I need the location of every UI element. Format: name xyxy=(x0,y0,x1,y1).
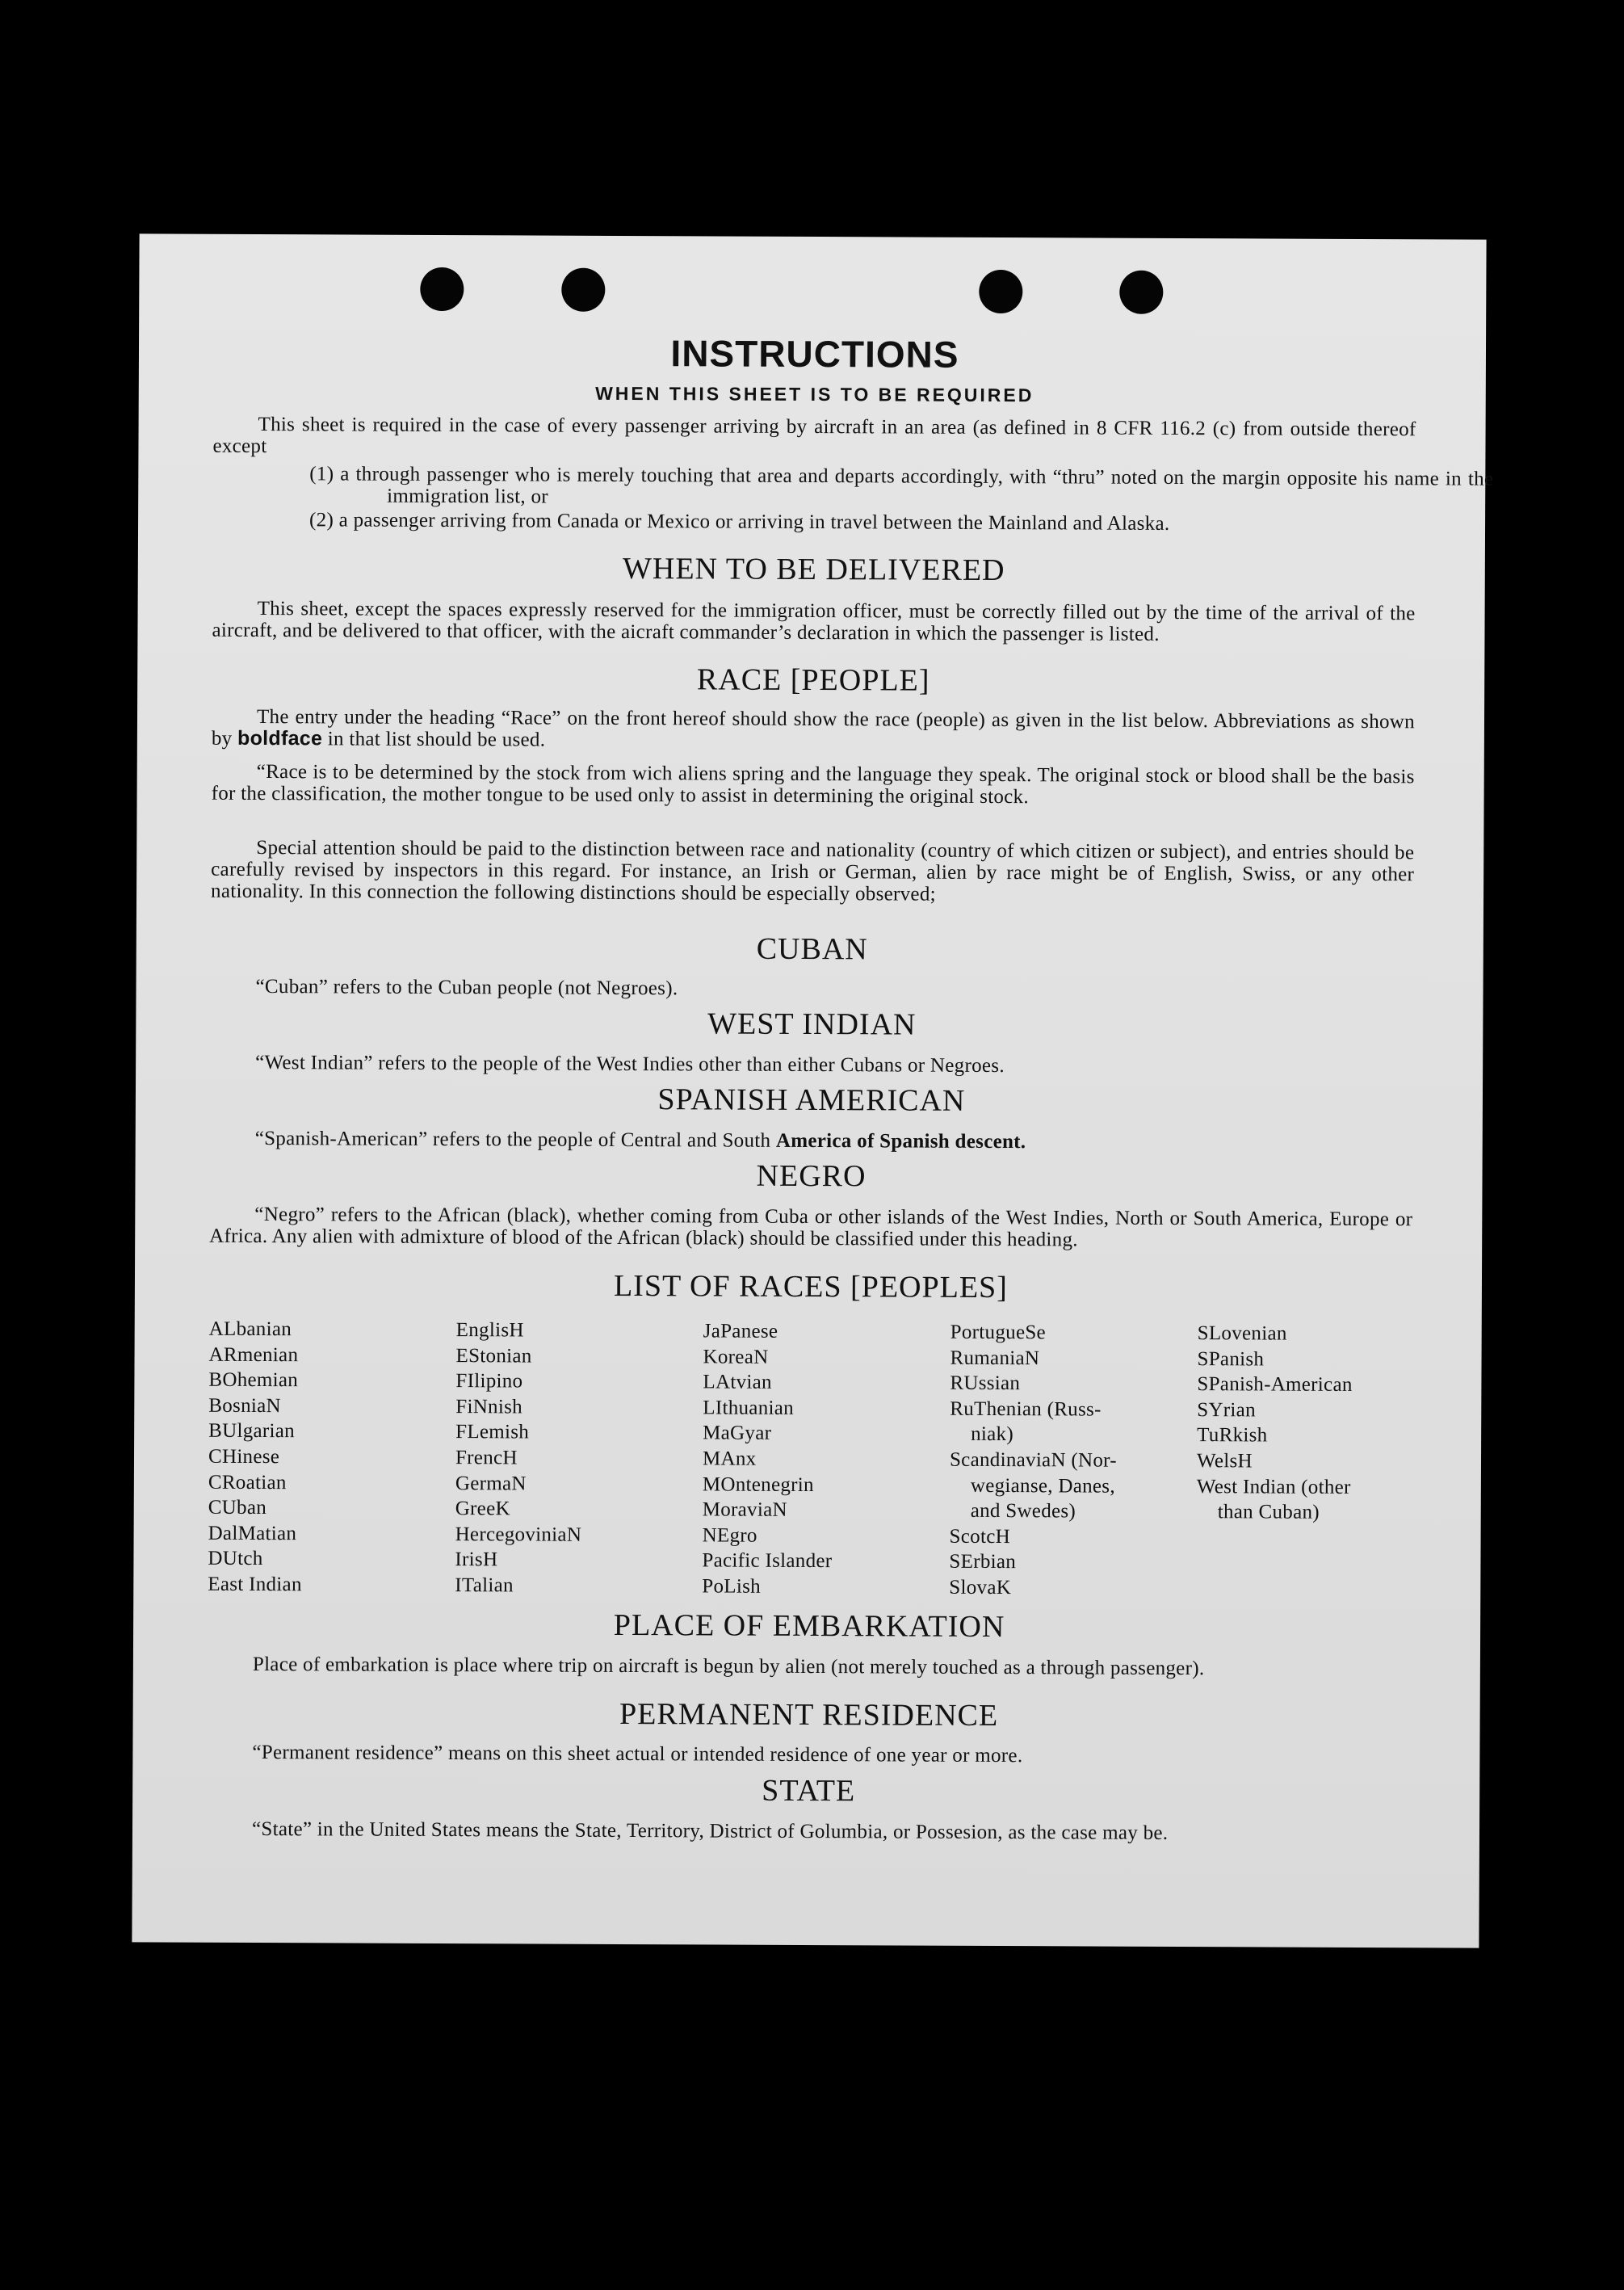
race-item: SErbian xyxy=(949,1551,1017,1574)
west-indian-paragraph: “West Indian” refers to the people of the West Indies other than either Cubans or Negroes. xyxy=(255,1052,1005,1078)
race-paragraph-2: “Race is to be determined by the stock from wich aliens spring and the language they speak. The original stock or blood shall be the basis for the classification, the mother tongue to be used only to assist in determining the original stock. xyxy=(211,761,1415,809)
heading-race: RACE [PEOPLE] xyxy=(696,662,930,698)
race-item: and Swedes) xyxy=(970,1500,1076,1523)
races-column-2 xyxy=(455,1317,582,1599)
delivered-paragraph: This sheet, except the spaces expressly reserved for the immigration officer, must be correctly filled out by the time of the arrival of the aircraft, and be delivered to that officer, with the aicraft commander’s declaration in which the passenger is listed. xyxy=(212,598,1416,645)
heading-embarkation: PLACE OF EMBARKATION xyxy=(613,1607,1005,1645)
spanish-american-paragraph: “Spanish-American” refers to the people of Central and South America of Spanish descent. xyxy=(254,1128,1026,1153)
race-item: HercegoviniaN xyxy=(455,1523,582,1546)
race-item: NEgro xyxy=(702,1524,757,1547)
document-page xyxy=(132,233,1494,1948)
race-item: GermaN xyxy=(455,1472,527,1495)
race-item: ITalian xyxy=(455,1574,514,1597)
race-item: FIlipino xyxy=(455,1370,523,1393)
race-item: DUtch xyxy=(208,1548,263,1570)
heading-state: STATE xyxy=(762,1773,856,1809)
race-item: FiNnish xyxy=(455,1395,523,1418)
race-item: West Indian (other xyxy=(1196,1475,1351,1498)
race-item: GreeK xyxy=(455,1498,510,1520)
race-item: ScotcH xyxy=(949,1525,1011,1548)
race-item: ALbanian xyxy=(208,1317,292,1341)
heading-negro: NEGRO xyxy=(756,1158,867,1194)
races-column-5 xyxy=(1197,1321,1353,1526)
race-item: FLemish xyxy=(455,1421,530,1443)
heading-cuban: CUBAN xyxy=(756,931,868,967)
race-item: PortugueSe xyxy=(950,1321,1047,1344)
race-item: MaGyar xyxy=(703,1422,772,1445)
races-column-1 xyxy=(208,1317,303,1598)
race-item: JaPanese xyxy=(703,1320,778,1342)
race-item: PoLish xyxy=(702,1575,762,1598)
races-column-3 xyxy=(702,1318,833,1599)
race-item: MOntenegrin xyxy=(702,1473,814,1496)
punch-hole xyxy=(420,267,464,311)
race-item: CHinese xyxy=(208,1445,280,1469)
race-item: SYrian xyxy=(1197,1398,1256,1422)
embarkation-paragraph: Place of embarkation is place where trip on aircraft is begun by alien (not merely touched as a through passenger). xyxy=(252,1653,1205,1680)
heading-spanish-american: SPANISH AMERICAN xyxy=(657,1082,966,1118)
races-column-4 xyxy=(949,1320,1117,1601)
instructions-body xyxy=(208,234,1494,1844)
cuban-paragraph: “Cuban” refers to the Cuban people (not Negroes). xyxy=(255,976,678,1000)
race-item: CRoatian xyxy=(208,1471,287,1494)
intro-paragraph: This sheet is required in the case of every passenger arriving by aircraft in an area (as defined in 8 CFR 116.2 (c) from outside thereof except xyxy=(212,414,1416,458)
race-item: DalMatian xyxy=(208,1522,297,1544)
race-item: ScandinaviaN (Nor- xyxy=(949,1448,1117,1472)
race-item: SLovenian xyxy=(1197,1322,1287,1345)
race-item: WelsH xyxy=(1196,1450,1253,1473)
race-item: SPanish xyxy=(1197,1347,1265,1371)
punch-hole xyxy=(979,270,1022,313)
race-item: MoraviaN xyxy=(702,1498,787,1522)
race-item: niak) xyxy=(971,1423,1014,1446)
exception-2: (2) a passenger arriving from Canada or Mexico or arriving in travel between the Mainland and Alaska. xyxy=(309,509,1170,535)
race-item: CUban xyxy=(208,1496,267,1519)
heading-residence: PERMANENT RESIDENCE xyxy=(619,1696,999,1733)
race-item: BUlgarian xyxy=(208,1420,296,1443)
race-item: SPanish-American xyxy=(1197,1373,1353,1397)
race-item: RumaniaN xyxy=(950,1347,1040,1369)
race-paragraph-1: The entry under the heading “Race” on the front hereof should show the race (people) as given in the list below. Abbreviations as shown by boldface in that list should be used. xyxy=(211,706,1416,751)
race-item: than Cuban) xyxy=(1217,1501,1320,1523)
residence-paragraph: “Permanent residence” means on this sheet actual or intended residence of one year or more. xyxy=(252,1741,1023,1767)
punch-hole xyxy=(561,268,605,312)
race-item: EnglisH xyxy=(455,1319,524,1342)
race-item: IrisH xyxy=(455,1548,498,1571)
race-item: BOhemian xyxy=(208,1368,299,1392)
race-item: RUssian xyxy=(950,1372,1021,1395)
page-title: INSTRUCTIONS xyxy=(670,332,959,376)
race-item: FrencH xyxy=(455,1447,518,1469)
heading-west-indian: WEST INDIAN xyxy=(707,1006,917,1042)
race-item: LIthuanian xyxy=(703,1397,795,1419)
race-paragraph-3: Special attention should be paid to the distinction between race and nationality (country of which citizen or subject), and entries should be carefully revised by inspectors in this regard. For instance, an Irish or German, alien by race might be of English, Swiss, or any other nationality. In this connection the following distinctions should be especially observed; xyxy=(211,837,1415,905)
exception-1: (1) a through passenger who is merely touching that area and departs accordingly, with “thru” noted on the margin opposite his name in the immigration list, or xyxy=(309,463,1494,508)
race-item: TuRkish xyxy=(1197,1424,1268,1447)
race-item: KoreaN xyxy=(703,1346,769,1368)
race-item: EStonian xyxy=(455,1344,532,1368)
race-item: BosniaN xyxy=(208,1394,281,1417)
state-paragraph: “State” in the United States means the State, Territory, District of Golumbia, or Possesion, as the case may be. xyxy=(251,1817,1169,1844)
race-item: ARmenian xyxy=(208,1343,299,1366)
race-item: East Indian xyxy=(208,1573,302,1596)
race-item: LAtvian xyxy=(703,1371,772,1393)
heading-delivered: WHEN TO BE DELIVERED xyxy=(622,551,1005,588)
heading-list-of-races: LIST OF RACES [PEOPLES] xyxy=(613,1268,1008,1305)
race-item: SlovaK xyxy=(949,1576,1012,1599)
race-item: MAnx xyxy=(702,1448,757,1470)
punch-hole xyxy=(1119,271,1163,314)
race-item: RuThenian (Russ- xyxy=(950,1397,1102,1421)
page-subtitle: WHEN THIS SHEET IS TO BE REQUIRED xyxy=(595,382,1034,406)
negro-paragraph: “Negro” refers to the African (black), whether coming from Cuba or other islands of the West Indies, North or South America, Europe or Africa. Any alien with admixture of blood of the African (black) should be classified under this heading. xyxy=(209,1204,1413,1251)
race-item: Pacific Islander xyxy=(702,1549,833,1573)
race-item: wegianse, Danes, xyxy=(970,1474,1115,1498)
